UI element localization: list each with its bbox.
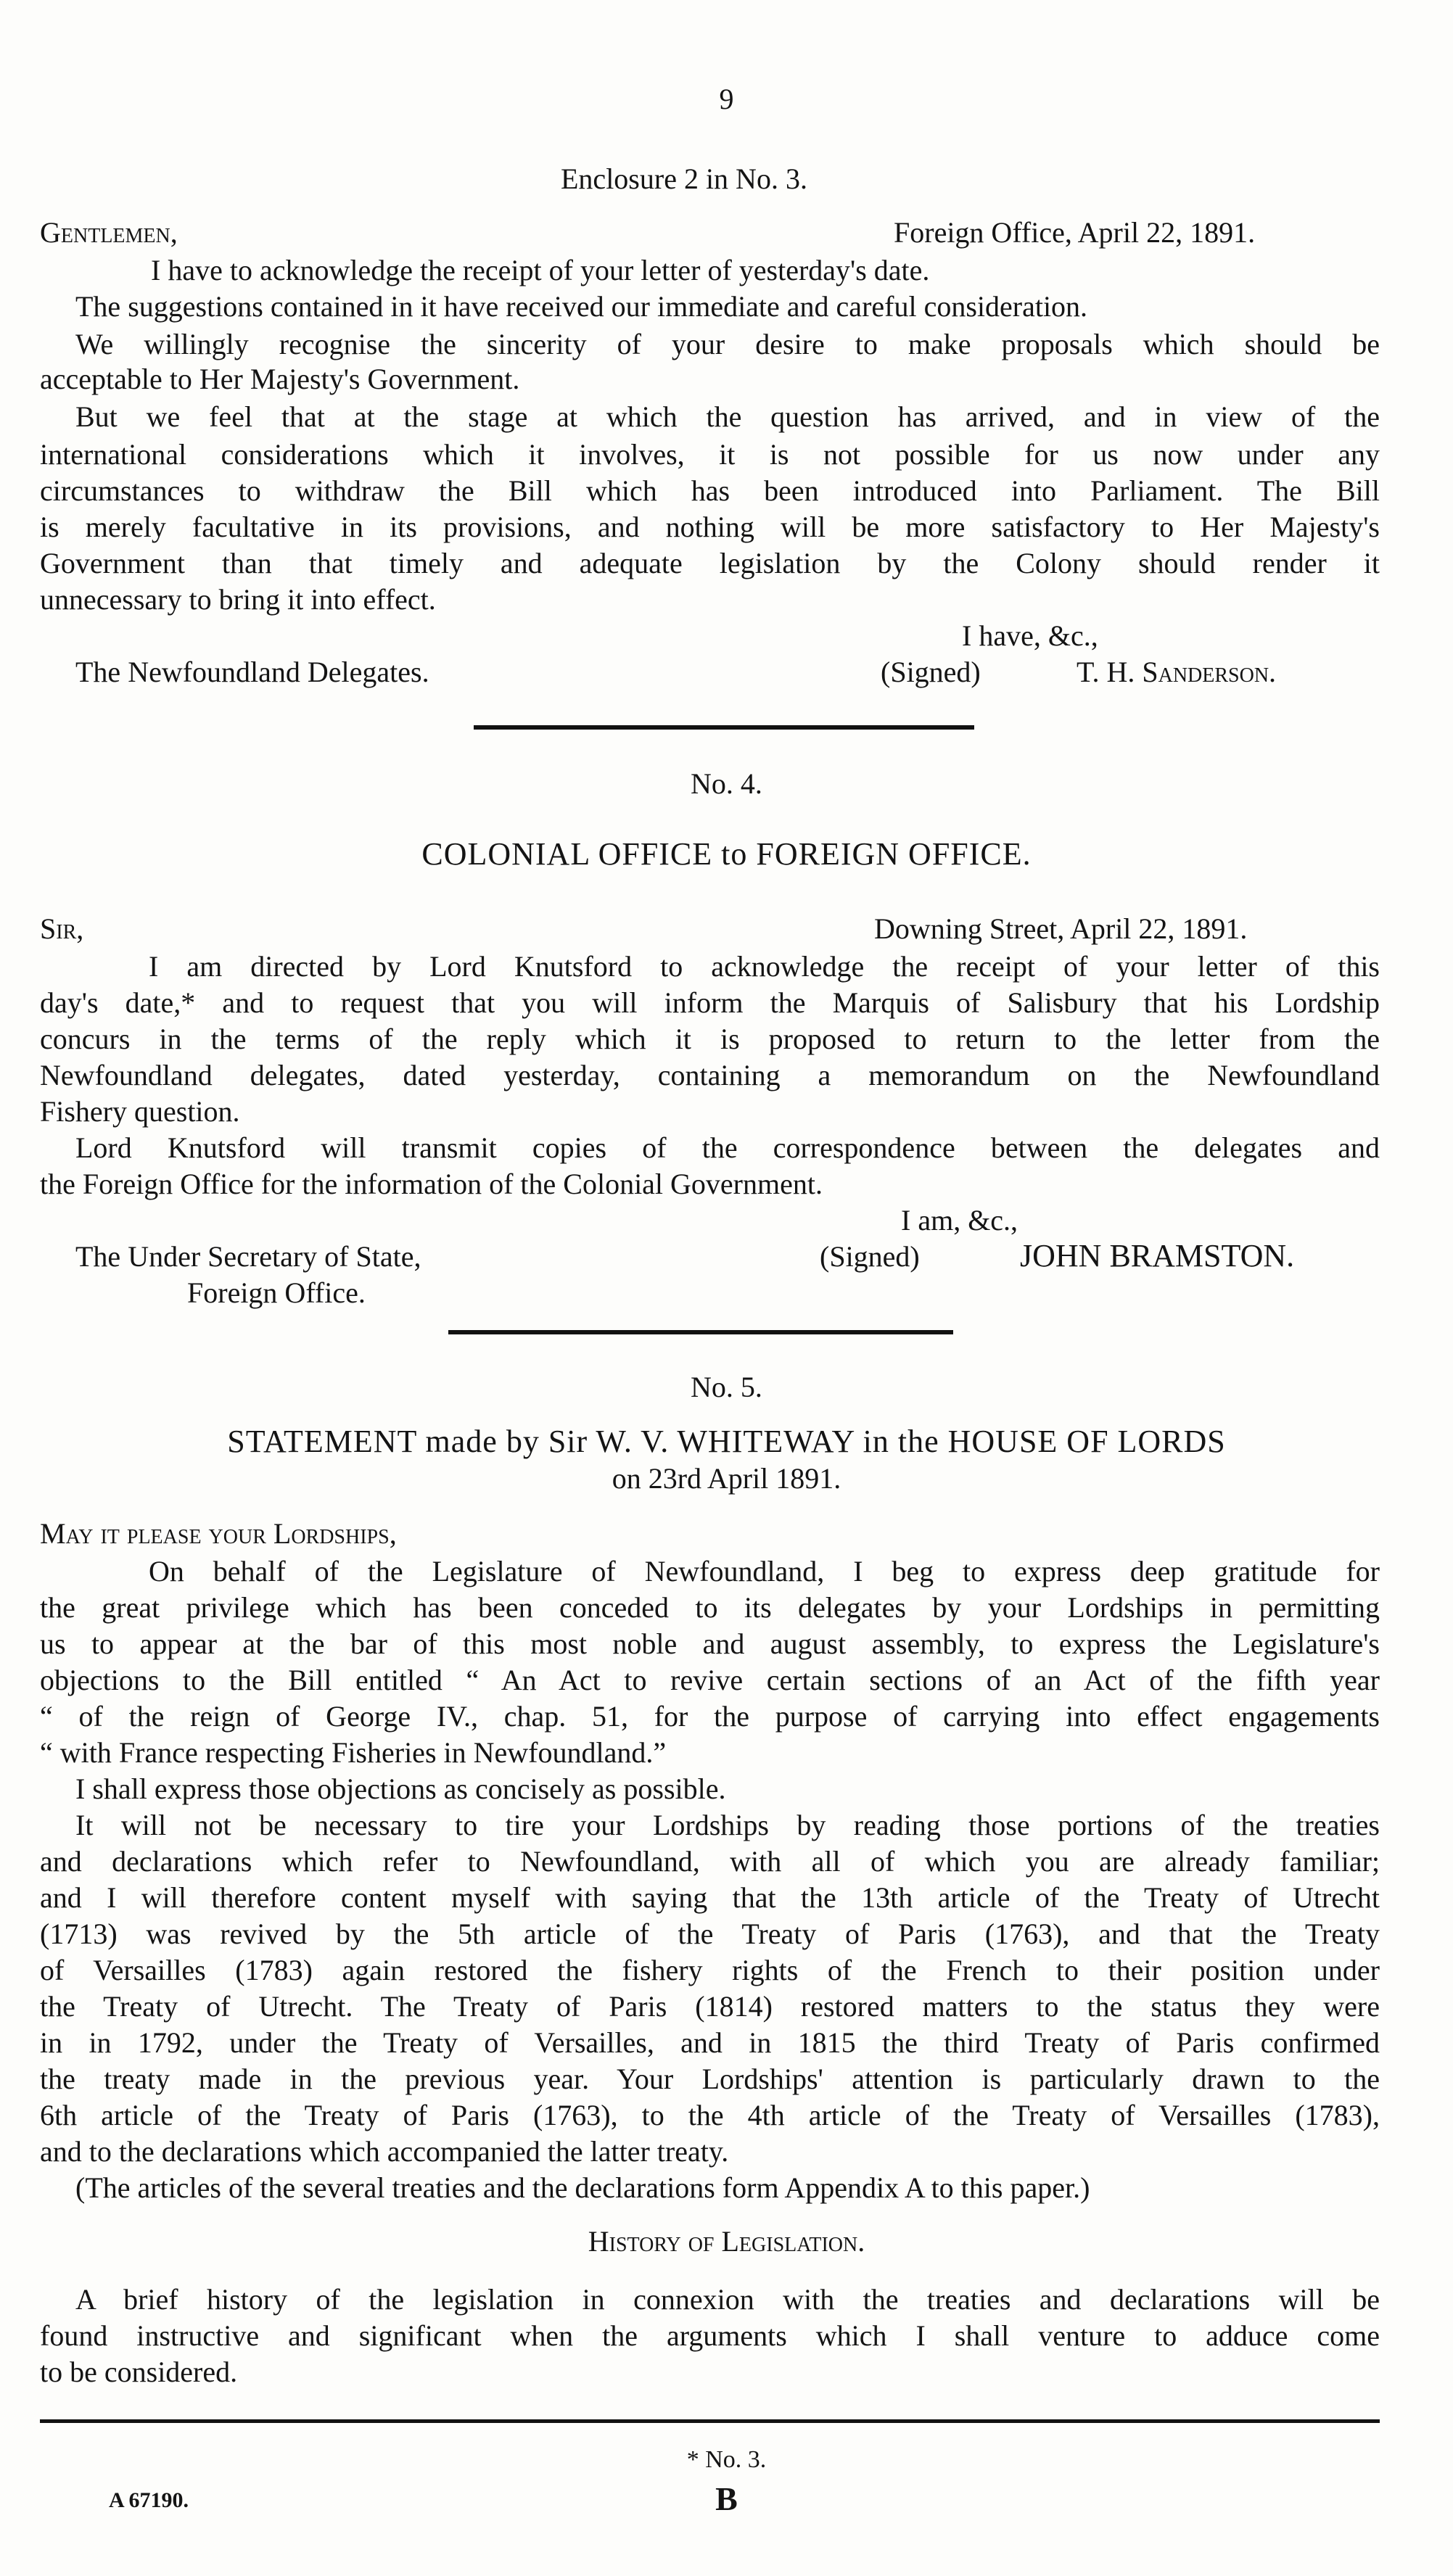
enclosure-line-2: The suggestions contained in it have received our immediate and careful consideration. xyxy=(75,290,1088,323)
enclosure-line-4: acceptable to Her Majesty's Government. xyxy=(40,363,520,395)
no4-line-2: day's date,* and to request that you will inform the Marquis of Salisbury that his Lordship xyxy=(40,986,1380,1019)
no4-signatory: JOHN BRAMSTON. xyxy=(1020,1238,1295,1273)
enclosure-line-8: is merely facultative in its provisions, and nothing will be more satisfactory to Her Majesty's xyxy=(40,511,1380,543)
no5-line-18: (The articles of the several treaties and the declarations form Appendix A to this paper.) xyxy=(75,2171,1090,2204)
enclosure-line-7: circumstances to withdraw the Bill which has been introduced into Parliament. The Bill xyxy=(40,474,1380,507)
no5-line-15: the treaty made in the previous year. Your Lordships' attention is particularly drawn to the xyxy=(40,2063,1380,2095)
no5-line-16: 6th article of the Treaty of Paris (1763), to the 4th article of the Treaty of Versailles (1783), xyxy=(40,2099,1380,2131)
no4-line-3: concurs in the terms of the reply which it is proposed to return to the letter from the xyxy=(40,1023,1380,1055)
no5-line-8: It will not be necessary to tire your Lordships by reading those portions of the treaties xyxy=(75,1809,1380,1841)
no4-line-7: the Foreign Office for the information of the Colonial Government. xyxy=(40,1168,823,1200)
signature-mark: B xyxy=(715,2480,738,2517)
no5-line-6: “ with France respecting Fisheries in Newfoundland.” xyxy=(40,1736,667,1769)
enclosure-line-9: Government than that timely and adequate legislation by the Colony should render it xyxy=(40,547,1380,579)
no4-title: COLONIAL OFFICE to FOREIGN OFFICE. xyxy=(421,836,1032,872)
enclosure-heading: Enclosure 2 in No. 3. xyxy=(561,162,807,195)
enclosure-addressee: The Newfoundland Delegates. xyxy=(75,656,429,688)
no5-line-9: and declarations which refer to Newfoundland, with all of which you are already familiar; xyxy=(40,1845,1380,1878)
enclosure-line-10: unnecessary to bring it into effect. xyxy=(40,583,436,616)
history-subheading: History of Legislation. xyxy=(588,2225,865,2258)
no4-dateline: Downing Street, April 22, 1891. xyxy=(874,912,1248,945)
page-number: 9 xyxy=(719,83,734,115)
no5-line-2: the great privilege which has been conceded to its delegates by your Lordships in permitting xyxy=(40,1591,1380,1624)
no5-line-17: and to the declarations which accompanied the latter treaty. xyxy=(40,2135,729,2168)
no5-line-10: and I will therefore content myself with saying that the 13th article of the Treaty of Utrecht xyxy=(40,1881,1380,1914)
no5-number: No. 5. xyxy=(691,1371,762,1403)
history-line-2: found instructive and significant when the arguments which I shall venture to adduce come xyxy=(40,2319,1380,2352)
no5-title-2: on 23rd April 1891. xyxy=(612,1462,841,1495)
enclosure-dateline: Foreign Office, April 22, 1891. xyxy=(894,216,1256,249)
no5-salutation: May it please your Lordships, xyxy=(40,1517,397,1550)
no4-line-4: Newfoundland delegates, dated yesterday, containing a memorandum on the Newfoundland xyxy=(40,1059,1380,1091)
no5-line-14: in in 1792, under the Treaty of Versailles, and in 1815 the third Treaty of Paris confirmed xyxy=(40,2026,1380,2059)
footnote-rule xyxy=(40,2419,1380,2423)
section-divider xyxy=(448,1330,953,1334)
no4-closing: I am, &c., xyxy=(901,1204,1018,1237)
no5-line-11: (1713) was revived by the 5th article of the Treaty of Paris (1763), and that the Treaty xyxy=(40,1917,1380,1950)
no5-line-5: “ of the reign of George IV., chap. 51, for the purpose of carrying into effect engagements xyxy=(40,1700,1380,1733)
no5-line-12: of Versailles (1783) again restored the fishery rights of the French to their position under xyxy=(40,1954,1380,1986)
print-reference: A 67190. xyxy=(109,2488,189,2512)
no4-addressee-2: Foreign Office. xyxy=(187,1276,366,1309)
enclosure-line-3: We willingly recognise the sincerity of your desire to make proposals which should be xyxy=(75,328,1380,360)
no5-line-7: I shall express those objections as concisely as possible. xyxy=(75,1772,726,1805)
enclosure-signed: (Signed) xyxy=(881,656,981,688)
no5-line-4: objections to the Bill entitled “ An Act to revive certain sections of an Act of the fifth year xyxy=(40,1664,1380,1696)
no4-line-6: Lord Knutsford will transmit copies of the correspondence between the delegates and xyxy=(75,1131,1380,1164)
no4-line-1: I am directed by Lord Knutsford to acknowledge the receipt of your letter of this xyxy=(149,950,1380,983)
enclosure-line-1: I have to acknowledge the receipt of your letter of yesterday's date. xyxy=(151,254,930,286)
history-line-3: to be considered. xyxy=(40,2356,238,2388)
no4-addressee-1: The Under Secretary of State, xyxy=(75,1240,421,1273)
no4-number: No. 4. xyxy=(691,767,762,800)
no5-title-1: STATEMENT made by Sir W. V. WHITEWAY in the HOUSE OF LORDS xyxy=(227,1424,1226,1459)
no5-line-1: On behalf of the Legislature of Newfoundland, I beg to express deep gratitude for xyxy=(149,1555,1380,1588)
enclosure-closing: I have, &c., xyxy=(962,619,1098,652)
no4-salutation: Sir, xyxy=(40,912,84,945)
no5-line-13: the Treaty of Utrecht. The Treaty of Paris (1814) restored matters to the status they were xyxy=(40,1990,1380,2023)
footnote: * No. 3. xyxy=(686,2446,767,2473)
enclosure-signatory: T. H. Sanderson. xyxy=(1077,656,1277,688)
enclosure-salutation: Gentlemen, xyxy=(40,216,178,249)
enclosure-line-6: international considerations which it involves, it is not possible for us now under any xyxy=(40,438,1380,471)
no4-signed: (Signed) xyxy=(820,1240,920,1273)
history-line-1: A brief history of the legislation in connexion with the treaties and declarations will be xyxy=(75,2283,1380,2316)
enclosure-line-5: But we feel that at the stage at which the question has arrived, and in view of the xyxy=(75,400,1380,433)
section-divider xyxy=(474,725,974,730)
no5-line-3: us to appear at the bar of this most noble and august assembly, to express the Legislature's xyxy=(40,1627,1380,1660)
no4-line-5: Fishery question. xyxy=(40,1095,240,1128)
